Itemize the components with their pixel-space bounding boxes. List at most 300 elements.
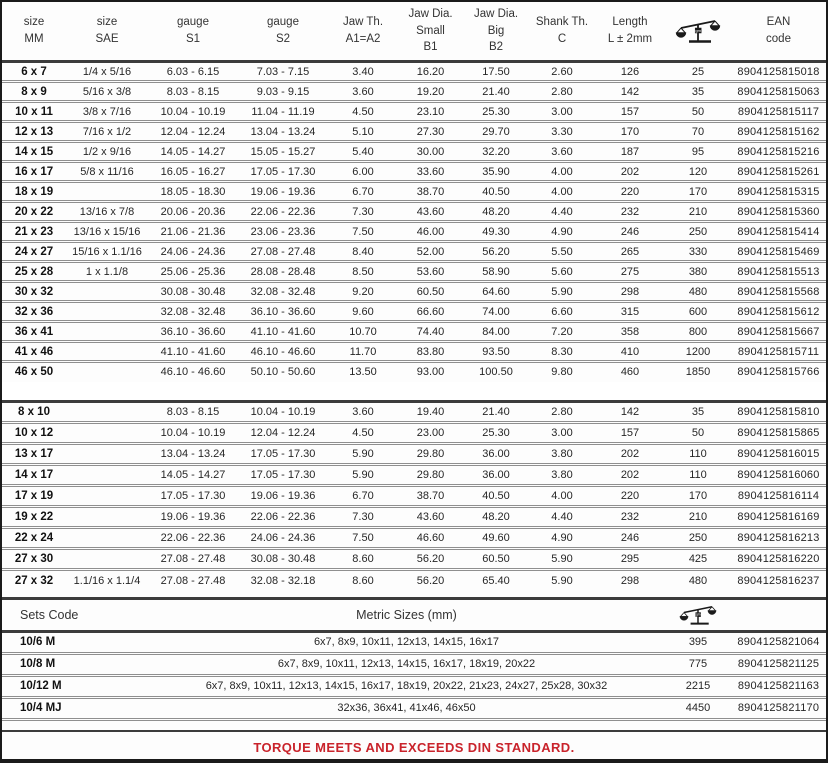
cell-jaw-dia-big-b2: 74.00	[463, 302, 529, 322]
cell-gauge-s1: 30.08 - 30.48	[148, 282, 238, 302]
cell-jaw-thickness: 3.60	[328, 82, 398, 102]
cell-length: 170	[595, 122, 665, 142]
cell-size-sae	[66, 302, 148, 322]
header-line: Length	[612, 16, 648, 29]
cell-gauge-s1: 24.06 - 24.36	[148, 242, 238, 262]
cell-shank-thickness-c: 7.20	[529, 322, 595, 342]
cell-size-mm: 13 x 17	[2, 444, 66, 465]
cell-weight-gm: 1200	[665, 342, 731, 362]
cell-jaw-dia-small-b1: 19.20	[398, 82, 463, 102]
cell-size-mm: 10 x 11	[2, 102, 66, 122]
cell-length: 265	[595, 242, 665, 262]
cell-gauge-s1: 14.05 - 14.27	[148, 465, 238, 486]
col-header-jaw-dia-small	[398, 2, 463, 62]
cell-length: 295	[595, 549, 665, 570]
sets-cell-ean: 8904125821163	[731, 675, 826, 697]
table-row	[2, 242, 826, 262]
cell-gauge-s1: 17.05 - 17.30	[148, 486, 238, 507]
cell-jaw-dia-big-b2: 29.70	[463, 122, 529, 142]
table-row	[2, 465, 826, 486]
cell-jaw-dia-small-b1: 19.40	[416, 406, 445, 418]
cell-jaw-thickness: 4.50	[328, 102, 398, 122]
sets-cell-weight: 4450	[665, 697, 731, 719]
cell-jaw-dia-small-b1: 46.60	[398, 528, 463, 549]
cell-weight-gm: 330	[665, 242, 731, 262]
cell-gauge-s2: 12.04 - 12.24	[238, 423, 328, 444]
cell-jaw-dia-big-b2: 21.40	[463, 82, 529, 102]
cell-size-sae	[66, 402, 148, 423]
cell-ean-code: 8904125815766	[731, 362, 826, 382]
col-header-length	[595, 2, 665, 62]
table-row	[2, 182, 826, 202]
cell-gauge-s1: 27.08 - 27.48	[148, 570, 238, 591]
cell-jaw-thickness: 6.00	[328, 162, 398, 182]
cell-gauge-s2: 22.06 - 22.36	[238, 202, 328, 222]
cell-length: 157	[595, 102, 665, 122]
sets-section	[2, 597, 826, 721]
gap-cell	[2, 382, 826, 402]
cell-shank-thickness-c: 4.00	[529, 486, 595, 507]
cell-size-sae	[66, 528, 148, 549]
cell-gauge-s1: 36.10 - 36.60	[148, 322, 238, 342]
cell-jaw-dia-big-b2: 58.90	[463, 262, 529, 282]
cell-jaw-dia-big-b2: 48.20	[463, 507, 529, 528]
sets-header	[2, 598, 826, 631]
cell-jaw-dia-big-b2: 93.50	[463, 342, 529, 362]
cell-size-mm: 30 x 32	[2, 282, 66, 302]
cell-ean-code: 8904125815018	[737, 65, 820, 78]
col-header-jaw-thickness	[328, 2, 398, 62]
cell-ean-code: 8904125816015	[731, 444, 826, 465]
cell-weight-gm: 35	[691, 406, 705, 418]
cell-size-mm: 21 x 23	[2, 222, 66, 242]
cell-shank-thickness-c: 2.80	[551, 406, 573, 418]
cell-gauge-s2: 15.05 - 15.27	[238, 142, 328, 162]
cell-size-sae	[66, 322, 148, 342]
table-row	[2, 402, 826, 423]
cell-gauge-s2: 30.08 - 30.48	[238, 549, 328, 570]
table-row	[2, 62, 826, 82]
sets-cell-weight: 775	[665, 653, 731, 675]
cell-gauge-s2: 50.10 - 50.60	[238, 362, 328, 382]
cell-gauge-s2: 17.05 - 17.30	[238, 444, 328, 465]
cell-shank-thickness-c: 4.00	[529, 162, 595, 182]
header-line: size	[96, 16, 118, 29]
cell-size-sae	[66, 486, 148, 507]
cell-length: 126	[620, 65, 640, 78]
header-line: EAN	[766, 16, 791, 29]
cell-size-sae	[66, 182, 148, 202]
cell-jaw-dia-small-b1: 33.60	[398, 162, 463, 182]
cell-jaw-dia-big-b2: 17.50	[482, 65, 510, 78]
cell-weight-gm: 380	[665, 262, 731, 282]
cell-weight-gm: 25	[691, 65, 705, 78]
cell-size-mm: 32 x 36	[2, 302, 66, 322]
cell-jaw-thickness: 7.30	[328, 507, 398, 528]
cell-gauge-s2: 17.05 - 17.30	[238, 162, 328, 182]
cell-jaw-thickness: 8.50	[328, 262, 398, 282]
cell-jaw-dia-big-b2: 25.30	[463, 423, 529, 444]
cell-ean-code: 8904125815612	[731, 302, 826, 322]
col-header-gauge-s2	[238, 2, 328, 62]
cell-jaw-dia-big-b2: 32.20	[463, 142, 529, 162]
cell-weight-gm: 250	[665, 222, 731, 242]
cell-length: 232	[595, 202, 665, 222]
col-header-shank-thickness	[529, 2, 595, 62]
cell-gauge-s1: 18.05 - 18.30	[148, 182, 238, 202]
cell-size-sae: 1/4 x 5/16	[82, 65, 132, 78]
cell-jaw-thickness: 5.90	[328, 465, 398, 486]
cell-ean-code: 8904125815414	[731, 222, 826, 242]
cell-ean-code: 8904125815261	[731, 162, 826, 182]
cell-gauge-s1: 27.08 - 27.48	[148, 549, 238, 570]
cell-weight-gm: 50	[665, 423, 731, 444]
cell-size-sae: 13/16 x 15/16	[66, 222, 148, 242]
cell-size-sae	[66, 282, 148, 302]
table-row	[2, 262, 826, 282]
torque-note: TORQUE MEETS AND EXCEEDS DIN STANDARD.	[253, 740, 575, 755]
cell-jaw-dia-big-b2: 64.60	[463, 282, 529, 302]
cell-shank-thickness-c: 5.90	[529, 282, 595, 302]
cell-length: 460	[595, 362, 665, 382]
cell-jaw-dia-small-b1: 74.40	[398, 322, 463, 342]
cell-weight-gm: 170	[665, 486, 731, 507]
cell-length: 298	[595, 570, 665, 591]
cell-ean-code: 8904125816060	[731, 465, 826, 486]
cell-jaw-dia-big-b2: 48.20	[463, 202, 529, 222]
cell-shank-thickness-c: 2.60	[551, 65, 573, 78]
cell-size-mm: 20 x 22	[2, 202, 66, 222]
cell-jaw-dia-big-b2: 40.50	[463, 486, 529, 507]
table-row	[2, 342, 826, 362]
header-line: Jaw Th.	[342, 16, 384, 29]
table-row	[2, 222, 826, 242]
cell-jaw-dia-big-b2: 36.00	[463, 444, 529, 465]
cell-size-mm: 18 x 19	[2, 182, 66, 202]
header-line: gauge	[177, 16, 209, 29]
cell-shank-thickness-c: 3.80	[529, 465, 595, 486]
sets-code-header: Sets Code	[2, 598, 148, 631]
cell-weight-gm: 110	[665, 465, 731, 486]
cell-size-mm: 12 x 13	[2, 122, 66, 142]
header-line: S2	[275, 33, 291, 45]
cell-jaw-thickness: 9.60	[328, 302, 398, 322]
cell-length: 202	[595, 162, 665, 182]
cell-ean-code: 8904125815162	[731, 122, 826, 142]
cell-shank-thickness-c: 8.30	[529, 342, 595, 362]
header-line: S1	[185, 33, 201, 45]
table-row	[2, 486, 826, 507]
cell-length: 410	[595, 342, 665, 362]
table-row	[2, 102, 826, 122]
cell-weight-gm: 210	[665, 507, 731, 528]
cell-gauge-s1: 32.08 - 32.48	[148, 302, 238, 322]
cell-jaw-dia-big-b2: 36.00	[463, 465, 529, 486]
cell-length: 246	[595, 222, 665, 242]
header-line: Jaw Dia.	[473, 7, 519, 20]
cell-length: 202	[595, 444, 665, 465]
cell-gauge-s2: 19.06 - 19.36	[238, 486, 328, 507]
cell-size-mm: 14 x 17	[2, 465, 66, 486]
cell-weight-gm: 110	[665, 444, 731, 465]
cell-weight-gm: 1850	[665, 362, 731, 382]
cell-jaw-dia-small-b1: 23.10	[398, 102, 463, 122]
cell-gauge-s2: 17.05 - 17.30	[238, 465, 328, 486]
cell-jaw-thickness: 5.10	[328, 122, 398, 142]
col-header-jaw-dia-big	[463, 2, 529, 62]
cell-jaw-dia-big-b2: 56.20	[463, 242, 529, 262]
cell-jaw-dia-big-b2: 65.40	[463, 570, 529, 591]
col-header-gauge-s1	[148, 2, 238, 62]
scale-unit-label: gm	[695, 27, 701, 33]
cell-ean-code: 8904125815315	[731, 182, 826, 202]
header-line: B1	[423, 41, 438, 54]
table-header	[2, 2, 826, 62]
sets-cell-sizes: 6x7, 8x9, 10x11, 12x13, 14x15, 16x17, 18x19, 20x22, 21x23, 24x27, 25x28, 30x32	[148, 675, 665, 697]
gap-row	[2, 382, 826, 402]
cell-jaw-dia-small-b1: 16.20	[416, 65, 445, 78]
sets-cell-sizes: 32x36, 36x41, 41x46, 46x50	[148, 697, 665, 719]
cell-gauge-s2: 23.06 - 23.36	[238, 222, 328, 242]
sets-row	[2, 675, 826, 697]
cell-length: 220	[595, 182, 665, 202]
cell-gauge-s2: 32.08 - 32.48	[238, 282, 328, 302]
cell-size-mm: 10 x 12	[2, 423, 66, 444]
cell-jaw-dia-small-b1: 27.30	[398, 122, 463, 142]
cell-size-mm: 14 x 15	[2, 142, 66, 162]
spanner-spec-table	[2, 2, 826, 591]
cell-jaw-thickness: 11.70	[328, 342, 398, 362]
cell-size-mm: 6 x 7	[21, 65, 47, 78]
cell-jaw-dia-small-b1: 29.80	[398, 444, 463, 465]
cell-size-sae: 7/16 x 1/2	[66, 122, 148, 142]
cell-gauge-s1: 21.06 - 21.36	[148, 222, 238, 242]
sets-row	[2, 697, 826, 719]
cell-ean-code: 8904125815711	[731, 342, 826, 362]
cell-weight-gm: 120	[665, 162, 731, 182]
header-line: A1=A2	[345, 33, 381, 45]
cell-length: 315	[595, 302, 665, 322]
cell-shank-thickness-c: 6.60	[529, 302, 595, 322]
cell-jaw-dia-small-b1: 56.20	[398, 570, 463, 591]
cell-jaw-dia-small-b1: 66.60	[398, 302, 463, 322]
cell-gauge-s2: 24.06 - 24.36	[238, 528, 328, 549]
cell-ean-code: 8904125815513	[731, 262, 826, 282]
table-row	[2, 528, 826, 549]
sets-cell-code: 10/8 M	[2, 653, 148, 675]
cell-size-sae: 15/16 x 1.1/16	[66, 242, 148, 262]
cell-jaw-thickness: 9.20	[328, 282, 398, 302]
table-row	[2, 444, 826, 465]
cell-length: 142	[595, 82, 665, 102]
table-row	[2, 549, 826, 570]
cell-shank-thickness-c: 5.90	[529, 549, 595, 570]
header-row	[2, 2, 826, 62]
cell-ean-code: 8904125816237	[731, 570, 826, 591]
table-row	[2, 142, 826, 162]
scale-unit-label: gm	[695, 612, 701, 617]
table-row	[2, 162, 826, 182]
cell-shank-thickness-c: 4.40	[529, 507, 595, 528]
cell-length: 142	[620, 406, 640, 418]
cell-jaw-dia-big-b2: 84.00	[463, 322, 529, 342]
cell-gauge-s1: 8.03 - 8.15	[148, 82, 238, 102]
cell-size-mm: 36 x 41	[2, 322, 66, 342]
cell-length: 232	[595, 507, 665, 528]
cell-size-mm: 25 x 28	[2, 262, 66, 282]
cell-jaw-thickness: 5.40	[328, 142, 398, 162]
cell-gauge-s1: 25.06 - 25.36	[148, 262, 238, 282]
header-line: size	[23, 16, 45, 29]
col-header-size-sae	[66, 2, 148, 62]
sets-row	[2, 631, 826, 653]
cell-gauge-s1: 10.04 - 10.19	[148, 423, 238, 444]
table-row	[2, 322, 826, 342]
cell-gauge-s1: 22.06 - 22.36	[148, 528, 238, 549]
cell-gauge-s1: 19.06 - 19.36	[148, 507, 238, 528]
cell-shank-thickness-c: 5.50	[529, 242, 595, 262]
header-line: SAE	[95, 33, 119, 45]
cell-shank-thickness-c: 5.60	[529, 262, 595, 282]
cell-jaw-thickness: 7.50	[328, 528, 398, 549]
sets-header-row	[2, 598, 826, 631]
cell-ean-code: 8904125816220	[731, 549, 826, 570]
cell-jaw-dia-big-b2: 40.50	[463, 182, 529, 202]
cell-shank-thickness-c: 5.90	[529, 570, 595, 591]
header-line: L ± 2mm	[607, 33, 653, 45]
cell-jaw-dia-small-b1: 83.80	[398, 342, 463, 362]
col-header-weight	[665, 2, 731, 62]
cell-weight-gm: 480	[665, 570, 731, 591]
cell-size-mm: 46 x 50	[2, 362, 66, 382]
cell-size-mm: 19 x 22	[2, 507, 66, 528]
table-row	[2, 570, 826, 591]
sets-cell-weight: 395	[688, 636, 708, 648]
cell-ean-code: 8904125815667	[731, 322, 826, 342]
table-row	[2, 282, 826, 302]
cell-jaw-dia-small-b1: 29.80	[398, 465, 463, 486]
cell-shank-thickness-c: 4.90	[529, 222, 595, 242]
cell-gauge-s1: 6.03 - 6.15	[166, 65, 220, 78]
cell-gauge-s2: 10.04 - 10.19	[250, 406, 316, 418]
cell-size-sae	[66, 444, 148, 465]
cell-size-sae	[66, 507, 148, 528]
cell-shank-thickness-c: 3.30	[529, 122, 595, 142]
cell-gauge-s2: 36.10 - 36.60	[238, 302, 328, 322]
cell-size-sae	[66, 423, 148, 444]
sets-cell-weight: 2215	[665, 675, 731, 697]
cell-jaw-dia-small-b1: 60.50	[398, 282, 463, 302]
cell-size-sae: 13/16 x 7/8	[66, 202, 148, 222]
cell-ean-code: 8904125815865	[731, 423, 826, 444]
cell-size-sae	[66, 342, 148, 362]
cell-jaw-dia-small-b1: 93.00	[398, 362, 463, 382]
cell-shank-thickness-c: 3.80	[529, 444, 595, 465]
cell-length: 275	[595, 262, 665, 282]
sets-ean-header	[731, 598, 826, 631]
cell-jaw-dia-big-b2: 35.90	[463, 162, 529, 182]
cell-jaw-dia-small-b1: 38.70	[398, 486, 463, 507]
cell-size-mm: 27 x 32	[2, 570, 66, 591]
cell-size-mm: 24 x 27	[2, 242, 66, 262]
cell-gauge-s1: 20.06 - 20.36	[148, 202, 238, 222]
cell-gauge-s1: 10.04 - 10.19	[148, 102, 238, 122]
cell-jaw-dia-big-b2: 100.50	[463, 362, 529, 382]
cell-ean-code: 8904125815568	[731, 282, 826, 302]
cell-size-mm: 27 x 30	[2, 549, 66, 570]
cell-jaw-dia-big-b2: 60.50	[463, 549, 529, 570]
cell-jaw-dia-big-b2: 49.60	[463, 528, 529, 549]
sets-rows	[2, 631, 826, 719]
header-line: Shank Th.	[535, 16, 589, 29]
weighing-scale-icon	[675, 14, 721, 48]
cell-jaw-thickness: 3.60	[352, 406, 374, 418]
sets-cell-ean: 8904125821125	[731, 653, 826, 675]
cell-length: 358	[595, 322, 665, 342]
header-line: B2	[488, 41, 504, 54]
cell-size-sae	[66, 465, 148, 486]
header-line: C	[557, 33, 567, 45]
cell-size-mm: 22 x 24	[2, 528, 66, 549]
sets-row	[2, 653, 826, 675]
table-row	[2, 362, 826, 382]
cell-ean-code: 8904125816169	[731, 507, 826, 528]
cell-weight-gm: 170	[665, 182, 731, 202]
table-row	[2, 122, 826, 142]
cell-gauge-s2: 9.03 - 9.15	[238, 82, 328, 102]
cell-weight-gm: 480	[665, 282, 731, 302]
cell-ean-code: 8904125815216	[731, 142, 826, 162]
cell-shank-thickness-c: 4.40	[529, 202, 595, 222]
cell-gauge-s2: 7.03 - 7.15	[256, 65, 310, 78]
cell-gauge-s2: 11.04 - 11.19	[238, 102, 328, 122]
table-row	[2, 507, 826, 528]
cell-weight-gm: 210	[665, 202, 731, 222]
cell-jaw-thickness: 5.90	[328, 444, 398, 465]
cell-jaw-thickness: 8.60	[328, 570, 398, 591]
header-line: MM	[24, 33, 44, 45]
sets-cell-code: 10/12 M	[2, 675, 148, 697]
sets-table	[2, 597, 826, 721]
cell-gauge-s1: 46.10 - 46.60	[148, 362, 238, 382]
cell-ean-code: 8904125815117	[731, 102, 826, 122]
cell-weight-gm: 70	[665, 122, 731, 142]
cell-jaw-dia-big-b2: 49.30	[463, 222, 529, 242]
cell-size-mm: 41 x 46	[2, 342, 66, 362]
cell-jaw-thickness: 7.30	[328, 202, 398, 222]
cell-length: 246	[595, 528, 665, 549]
col-header-size-mm	[2, 2, 66, 62]
cell-gauge-s2: 28.08 - 28.48	[238, 262, 328, 282]
cell-jaw-dia-small-b1: 56.20	[398, 549, 463, 570]
table-row	[2, 82, 826, 102]
cell-length: 298	[595, 282, 665, 302]
cell-gauge-s2: 22.06 - 22.36	[238, 507, 328, 528]
table-row	[2, 202, 826, 222]
col-header-ean	[731, 2, 826, 62]
cell-jaw-thickness: 7.50	[328, 222, 398, 242]
cell-gauge-s1: 14.05 - 14.27	[148, 142, 238, 162]
cell-shank-thickness-c: 4.00	[529, 182, 595, 202]
cell-jaw-dia-small-b1: 38.70	[398, 182, 463, 202]
cell-gauge-s1: 41.10 - 41.60	[148, 342, 238, 362]
table-row	[2, 423, 826, 444]
cell-weight-gm: 250	[665, 528, 731, 549]
cell-size-sae: 1 x 1.1/8	[66, 262, 148, 282]
cell-gauge-s1: 16.05 - 16.27	[148, 162, 238, 182]
cell-jaw-dia-small-b1: 46.00	[398, 222, 463, 242]
cell-jaw-thickness: 4.50	[328, 423, 398, 444]
